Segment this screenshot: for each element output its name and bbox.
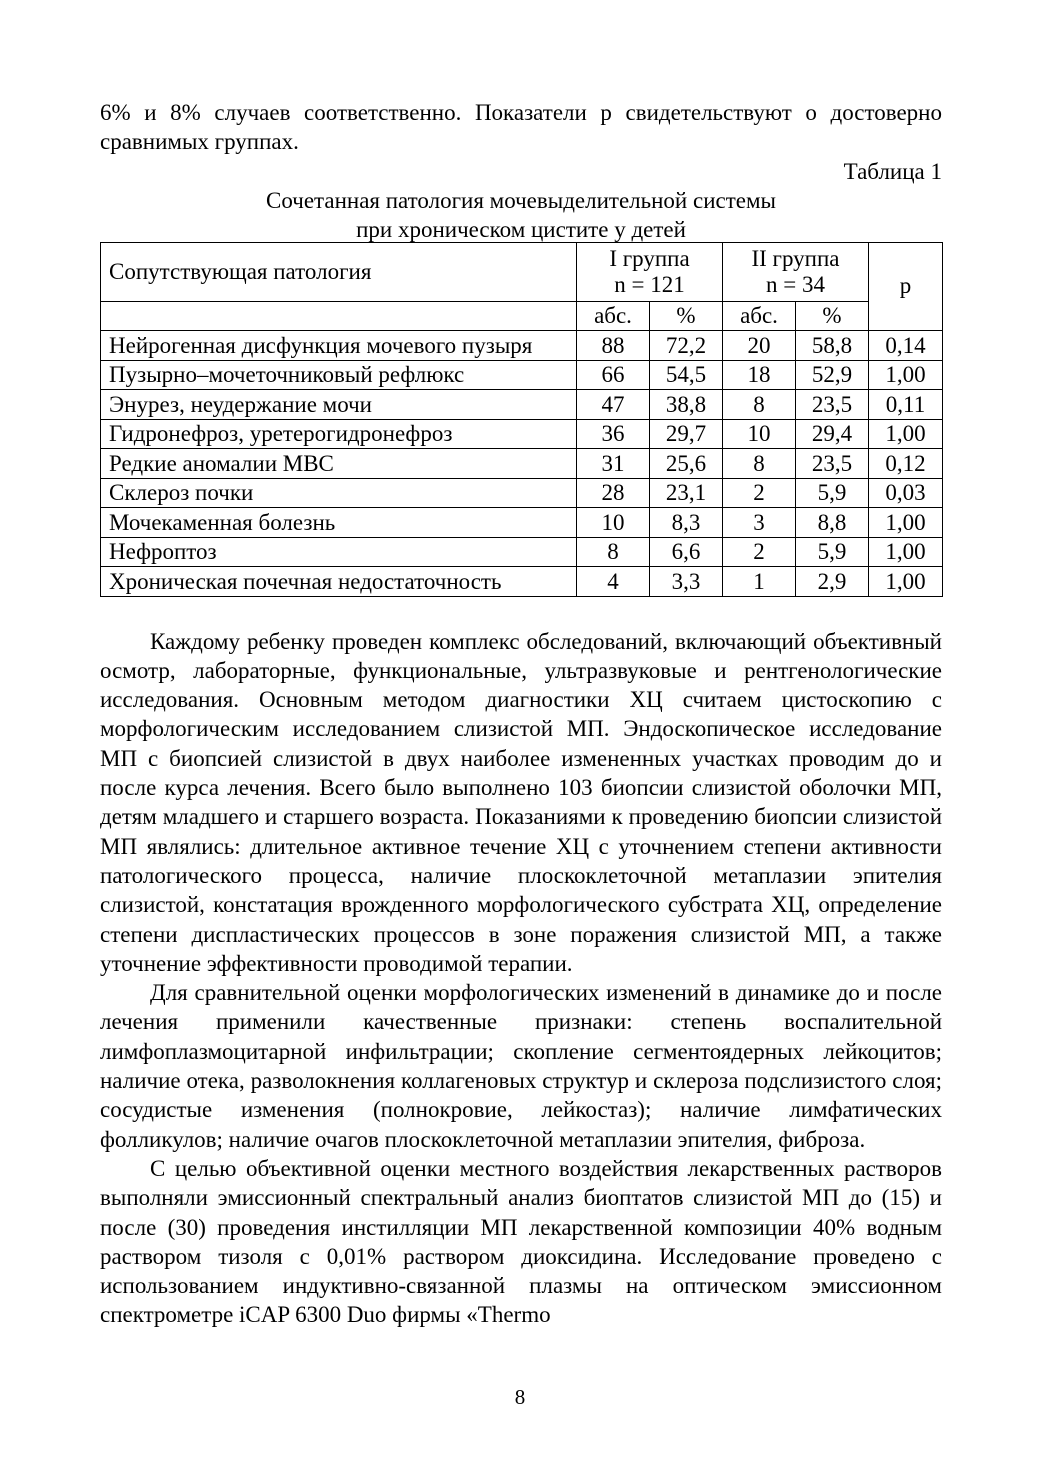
header-group2 bbox=[723, 242, 869, 301]
header-p: р bbox=[869, 242, 943, 331]
page-number: 8 bbox=[514, 1385, 526, 1409]
row-p: 0,11 bbox=[869, 390, 943, 420]
body-paragraph-3: С целью объективной оценки местного воздействия лекарственных растворов выполняли эмиссионный спектральный анализ биоптатов слизистой МП до (15) и после (30) проведения инстилляции МП лекарственной композиции 40% водным раствором тизоля с 0,01% раствором диоксидина. Исследование проведено с использованием индуктивно-связанной плазмы на оптическом эмиссионном спектрометре iCAP 6300 Duo фирмы «Thermo bbox=[100, 1155, 942, 1328]
header-group1-n: n = 121 bbox=[614, 271, 685, 297]
row-p: 1,00 bbox=[869, 508, 943, 538]
row-g2-abs: 3 bbox=[723, 508, 796, 538]
header-g1-abs: абс. bbox=[577, 301, 650, 331]
table-row bbox=[101, 449, 943, 479]
row-g2-abs: 2 bbox=[723, 537, 796, 567]
row-g1-abs: 36 bbox=[577, 419, 650, 449]
row-pathology: Энурез, неудержание мочи bbox=[101, 390, 577, 420]
row-p: 1,00 bbox=[869, 419, 943, 449]
row-g2-abs: 18 bbox=[723, 360, 796, 390]
table-label: Таблица 1 bbox=[843, 158, 942, 184]
body-paragraph-1: Каждому ребенку проведен комплекс обследований, включающий объективный осмотр, лабораторные, функциональные, ультразвуковые и рентгенологические исследования. Основным методом диагностики ХЦ считаем цистоскопию с морфологическим исследованием слизистой МП. Эндоскопическое исследование МП с биопсией слизистой в двух наиболее измененных участках проводим до и после курса лечения. Всего было выполнено 103 биопсии слизистой оболочки МП, детям младшего и старшего возраста. Показаниями к проведению биопсии слизистой МП являлись: длительное активное течение ХЦ с уточнением степени активности патологического процесса, наличие плоскоклеточной метаплазии эпителия слизистой, констатация врожденного морфологического субстрата ХЦ, определение степени диспластических процессов в зоне поражения слизистой МП, а также уточнение эффективности проводимой терапии. bbox=[100, 628, 942, 976]
row-g2-pct: 23,5 bbox=[796, 390, 869, 420]
table-subheader-row bbox=[101, 301, 943, 331]
header-pathology-cont bbox=[101, 301, 577, 331]
row-g1-pct: 25,6 bbox=[650, 449, 723, 479]
row-pathology: Мочекаменная болезнь bbox=[101, 508, 577, 538]
row-g2-pct: 2,9 bbox=[796, 567, 869, 597]
row-p: 0,14 bbox=[869, 331, 943, 361]
row-g1-pct: 8,3 bbox=[650, 508, 723, 538]
row-p: 0,03 bbox=[869, 478, 943, 508]
table-row bbox=[101, 478, 943, 508]
row-pathology: Редкие аномалии МВС bbox=[101, 449, 577, 479]
body-paragraph-2: Для сравнительной оценки морфологических изменений в динамике до и после лечения применили качественные признаки: степень воспалительной лимфоплазмоцитарной инфильтрации; скопление сегментоядерных лейкоцитов; наличие отека, разволокнения коллагеновых структур и склероза подслизистого слоя; сосудистые изменения (полнокровие, лейкостаз); наличие лимфатических фолликулов; наличие очагов плоскоклеточной метаплазии эпителия, фиброза. bbox=[100, 980, 942, 1152]
table-row bbox=[101, 508, 943, 538]
row-pathology: Хроническая почечная недостаточность bbox=[101, 567, 577, 597]
row-g1-pct: 23,1 bbox=[650, 478, 723, 508]
table-row bbox=[101, 390, 943, 420]
header-g2-abs: абс. bbox=[723, 301, 796, 331]
table-caption-line2: при хроническом цистите у детей bbox=[356, 216, 686, 242]
row-pathology: Гидронефроз, уретерогидронефроз bbox=[101, 419, 577, 449]
row-p: 1,00 bbox=[869, 360, 943, 390]
table-row bbox=[101, 331, 943, 361]
table-row bbox=[101, 567, 943, 597]
table-row bbox=[101, 360, 943, 390]
row-g2-pct: 23,5 bbox=[796, 449, 869, 479]
row-pathology: Склероз почки bbox=[101, 478, 577, 508]
table-header-row bbox=[101, 242, 943, 301]
header-group2-label: II группа bbox=[751, 245, 840, 271]
header-group2-n: n = 34 bbox=[766, 271, 825, 297]
row-g2-pct: 29,4 bbox=[796, 419, 869, 449]
row-g2-pct: 52,9 bbox=[796, 360, 869, 390]
row-g1-pct: 54,5 bbox=[650, 360, 723, 390]
row-g2-abs: 8 bbox=[723, 390, 796, 420]
row-g2-pct: 58,8 bbox=[796, 331, 869, 361]
row-p: 1,00 bbox=[869, 537, 943, 567]
row-g1-pct: 38,8 bbox=[650, 390, 723, 420]
row-g2-pct: 5,9 bbox=[796, 478, 869, 508]
row-g1-abs: 4 bbox=[577, 567, 650, 597]
header-pathology: Сопутствующая патология bbox=[101, 242, 577, 301]
row-g2-abs: 8 bbox=[723, 449, 796, 479]
row-g1-abs: 28 bbox=[577, 478, 650, 508]
row-g1-pct: 29,7 bbox=[650, 419, 723, 449]
row-g1-abs: 8 bbox=[577, 537, 650, 567]
table-row bbox=[101, 537, 943, 567]
row-g2-abs: 10 bbox=[723, 419, 796, 449]
row-g2-abs: 20 bbox=[723, 331, 796, 361]
row-g2-pct: 8,8 bbox=[796, 508, 869, 538]
row-pathology: Нефроптоз bbox=[101, 537, 577, 567]
header-group1-label: I группа bbox=[609, 245, 690, 271]
table-row bbox=[101, 419, 943, 449]
row-pathology: Нейрогенная дисфункция мочевого пузыря bbox=[101, 331, 577, 361]
row-g1-pct: 72,2 bbox=[650, 331, 723, 361]
row-pathology: Пузырно–мочеточниковый рефлюкс bbox=[101, 360, 577, 390]
row-g2-abs: 2 bbox=[723, 478, 796, 508]
row-p: 0,12 bbox=[869, 449, 943, 479]
row-p: 1,00 bbox=[869, 567, 943, 597]
row-g1-pct: 6,6 bbox=[650, 537, 723, 567]
header-group1 bbox=[577, 242, 723, 301]
row-g1-abs: 88 bbox=[577, 331, 650, 361]
page-content bbox=[100, 98, 942, 1330]
row-g2-pct: 5,9 bbox=[796, 537, 869, 567]
table-caption-line1: Сочетанная патология мочевыделительной системы bbox=[266, 187, 776, 213]
row-g1-abs: 10 bbox=[577, 508, 650, 538]
row-g2-abs: 1 bbox=[723, 567, 796, 597]
pathology-table bbox=[100, 242, 943, 597]
row-g1-abs: 66 bbox=[577, 360, 650, 390]
row-g1-pct: 3,3 bbox=[650, 567, 723, 597]
row-g1-abs: 47 bbox=[577, 390, 650, 420]
header-g1-pct: % bbox=[650, 301, 723, 331]
intro-paragraph: 6% и 8% случаев соответственно. Показатели р свидетельствуют о достоверно сравнимых группах. bbox=[100, 100, 942, 155]
row-g1-abs: 31 bbox=[577, 449, 650, 479]
header-g2-pct: % bbox=[796, 301, 869, 331]
